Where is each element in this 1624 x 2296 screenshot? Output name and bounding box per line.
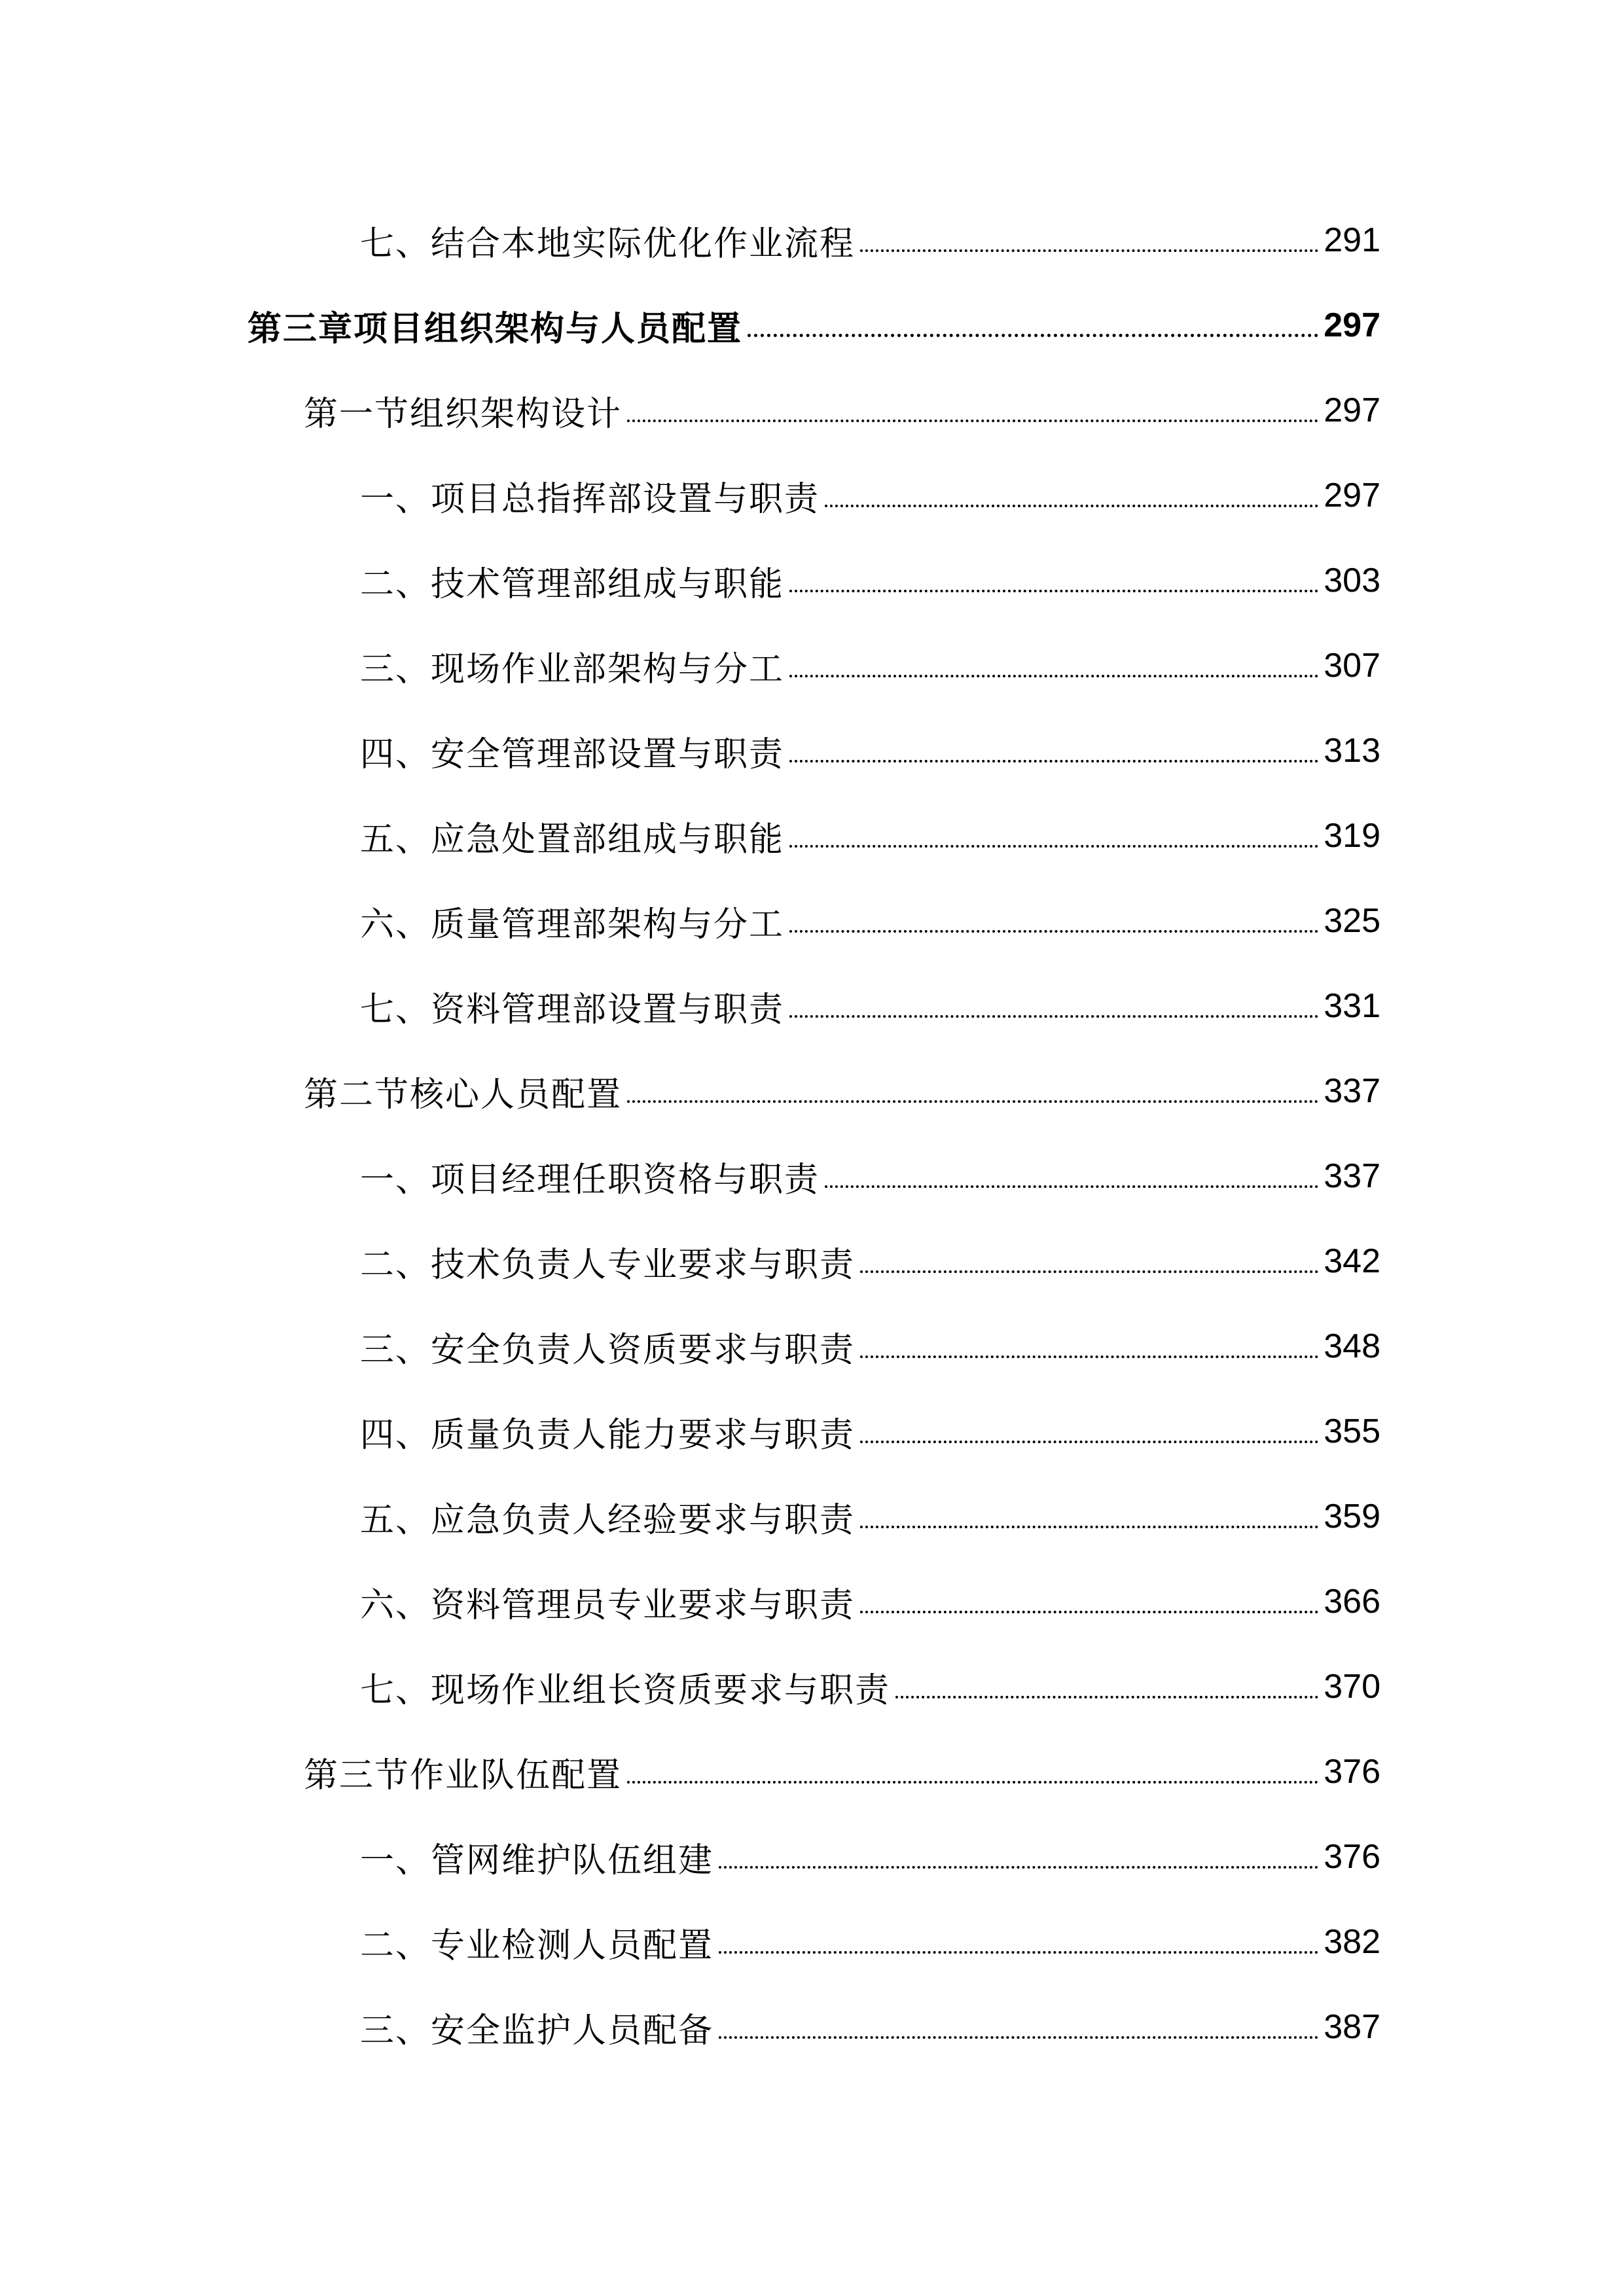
- toc-entry-page: 376: [1324, 1753, 1380, 1791]
- dot-leader: [860, 1484, 1318, 1549]
- dot-leader: [789, 718, 1318, 783]
- toc-entry[interactable]: [0, 803, 1624, 869]
- dot-leader: [789, 548, 1318, 613]
- toc-entry-title: 五、应急负责人经验要求与职责: [360, 1500, 856, 1540]
- toc-entry[interactable]: [0, 718, 1624, 783]
- dot-leader: [860, 1229, 1318, 1294]
- toc-entry-page: 337: [1324, 1072, 1380, 1110]
- toc-entry-page: 319: [1324, 817, 1380, 855]
- toc-entry-page: 355: [1324, 1412, 1380, 1450]
- toc-entry-title: 第一节组织架构设计: [304, 394, 623, 434]
- toc-entry-title: 七、资料管理部设置与职责: [360, 990, 785, 1030]
- dot-leader: [789, 973, 1318, 1039]
- toc-entry-page: 303: [1324, 562, 1380, 600]
- toc-entry[interactable]: [0, 1994, 1624, 2060]
- toc-entry-page: 342: [1324, 1242, 1380, 1280]
- toc-entry[interactable]: [0, 1909, 1624, 1975]
- toc-entry-page: 337: [1324, 1157, 1380, 1195]
- dot-leader: [627, 378, 1318, 443]
- toc-entry-page: 291: [1324, 221, 1380, 259]
- toc-entry-page: 376: [1324, 1838, 1380, 1876]
- dot-leader: [825, 463, 1318, 528]
- toc-entry-title: 一、项目总指挥部设置与职责: [360, 479, 820, 519]
- toc-entry[interactable]: [0, 1399, 1624, 1464]
- toc-entry-title: 三、现场作业部架构与分工: [360, 649, 785, 689]
- dot-leader: [719, 1909, 1318, 1975]
- toc-chapter-entry[interactable]: [0, 293, 1624, 358]
- toc-entry-page: 313: [1324, 732, 1380, 770]
- dot-leader: [789, 888, 1318, 954]
- toc-entry-title: 四、质量负责人能力要求与职责: [360, 1415, 856, 1455]
- toc-entry[interactable]: [0, 1143, 1624, 1209]
- toc-entry[interactable]: [0, 888, 1624, 954]
- dot-leader: [627, 1739, 1318, 1804]
- toc-entry-title: 二、技术负责人专业要求与职责: [360, 1245, 856, 1285]
- toc-entry-title: 三、安全监护人员配备: [360, 2011, 714, 2051]
- toc-section-entry[interactable]: [0, 1739, 1624, 1804]
- toc-entry[interactable]: [0, 973, 1624, 1039]
- toc-entry-title: 第三章项目组织架构与人员配置: [247, 309, 743, 349]
- toc-entry-title: 七、现场作业组长资质要求与职责: [360, 1670, 891, 1710]
- dot-leader: [895, 1654, 1318, 1719]
- toc-entry-page: 307: [1324, 647, 1380, 685]
- toc-entry[interactable]: [0, 1654, 1624, 1719]
- toc-entry-title: 三、安全负责人资质要求与职责: [360, 1330, 856, 1370]
- toc-entry-page: 297: [1324, 306, 1380, 344]
- toc-entry-title: 七、结合本地实际优化作业流程: [360, 224, 856, 264]
- toc-entry-title: 第二节核心人员配置: [304, 1075, 623, 1115]
- toc-entry-title: 一、项目经理任职资格与职责: [360, 1160, 820, 1200]
- toc-entry[interactable]: [0, 1229, 1624, 1294]
- toc-entry[interactable]: [0, 1569, 1624, 1634]
- dot-leader: [627, 1058, 1318, 1124]
- toc-entry-title: 六、质量管理部架构与分工: [360, 905, 785, 944]
- toc-entry-title: 二、专业检测人员配置: [360, 1926, 714, 1965]
- dot-leader: [860, 1569, 1318, 1634]
- toc-entry-title: 一、管网维护队伍组建: [360, 1840, 714, 1880]
- dot-leader: [860, 1399, 1318, 1464]
- toc-entry[interactable]: [0, 633, 1624, 698]
- dot-leader: [860, 1314, 1318, 1379]
- toc-entry-page: 331: [1324, 987, 1380, 1025]
- toc-entry-page: 297: [1324, 391, 1380, 429]
- dot-leader: [789, 803, 1318, 869]
- dot-leader: [789, 633, 1318, 698]
- dot-leader: [719, 1824, 1318, 1890]
- toc-section-entry[interactable]: [0, 378, 1624, 443]
- toc-entry[interactable]: [0, 207, 1624, 273]
- toc-entry-page: 382: [1324, 1923, 1380, 1961]
- toc-entry-page: 387: [1324, 2008, 1380, 2046]
- dot-leader: [748, 293, 1318, 358]
- toc-entry[interactable]: [0, 1484, 1624, 1549]
- toc-entry-title: 二、技术管理部组成与职能: [360, 564, 785, 604]
- toc-entry[interactable]: [0, 463, 1624, 528]
- toc-entry-page: 366: [1324, 1583, 1380, 1621]
- toc-entry[interactable]: [0, 548, 1624, 613]
- dot-leader: [825, 1143, 1318, 1209]
- toc-entry[interactable]: [0, 1314, 1624, 1379]
- toc-entry-title: 四、安全管理部设置与职责: [360, 734, 785, 774]
- dot-leader: [719, 1994, 1318, 2060]
- toc-entry-page: 297: [1324, 476, 1380, 514]
- toc-entry-title: 第三节作业队伍配置: [304, 1755, 623, 1795]
- toc-entry-page: 370: [1324, 1668, 1380, 1706]
- dot-leader: [860, 207, 1318, 273]
- toc-entry-page: 348: [1324, 1327, 1380, 1365]
- toc-entry-page: 359: [1324, 1498, 1380, 1535]
- toc-entry-title: 五、应急处置部组成与职能: [360, 819, 785, 859]
- toc-entry-page: 325: [1324, 902, 1380, 940]
- toc-entry-title: 六、资料管理员专业要求与职责: [360, 1585, 856, 1625]
- toc-entry[interactable]: [0, 1824, 1624, 1890]
- toc-section-entry[interactable]: [0, 1058, 1624, 1124]
